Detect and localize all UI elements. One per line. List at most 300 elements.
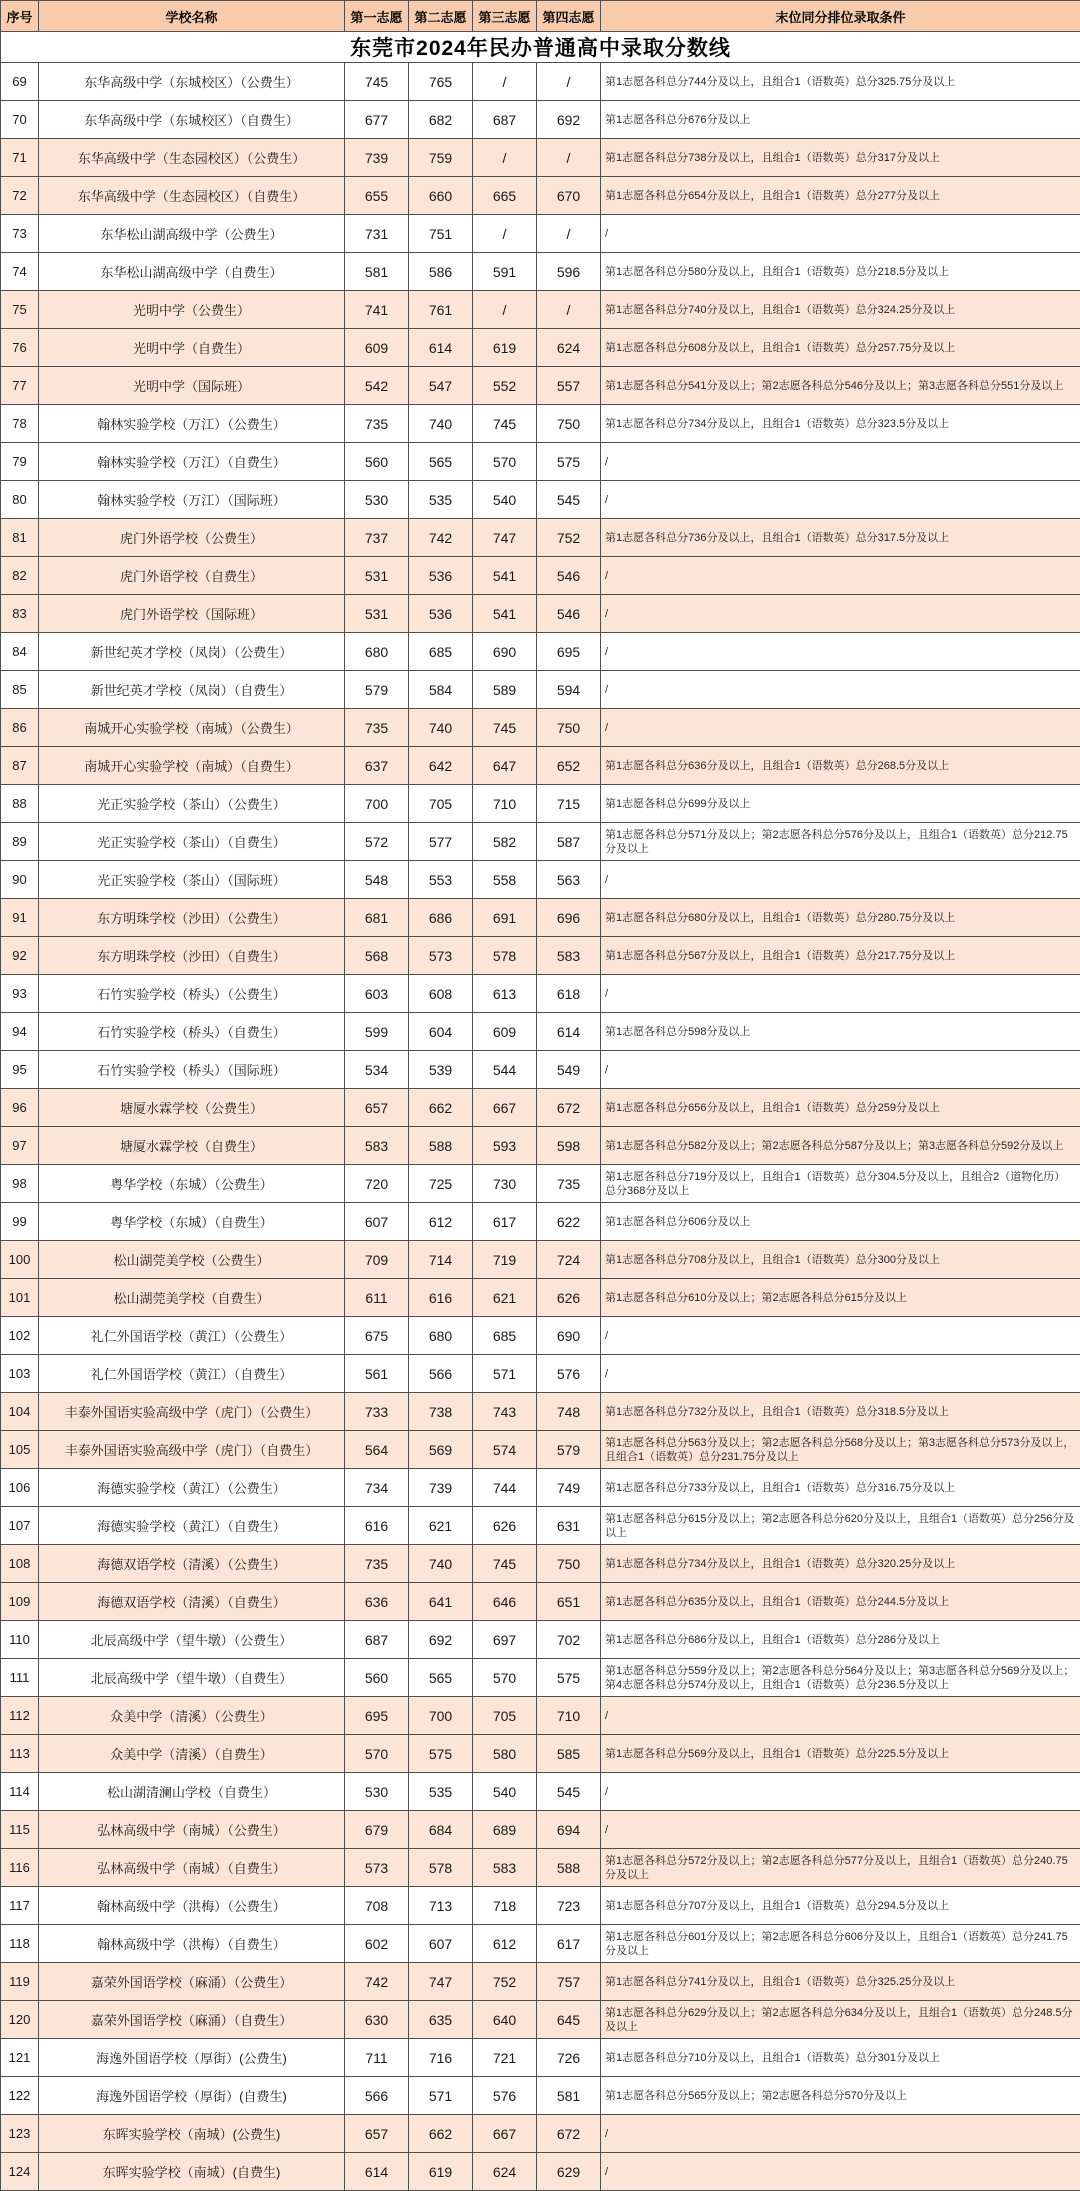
table-row	[1, 557, 1080, 595]
choice1-score-cell: 700	[345, 785, 409, 823]
table-row	[1, 1051, 1080, 1089]
title-row	[1, 32, 1080, 63]
choice2-score-cell: 584	[409, 671, 473, 709]
choice2-score-cell: 607	[409, 1925, 473, 1963]
choice2-score-cell: 553	[409, 861, 473, 899]
choice2-score-cell: 586	[409, 253, 473, 291]
choice2-score-cell: 686	[409, 899, 473, 937]
choice2-score-cell: 578	[409, 1849, 473, 1887]
row-number-cell: 91	[1, 899, 39, 937]
row-number-cell: 78	[1, 405, 39, 443]
choice4-score-cell: 749	[537, 1469, 601, 1507]
table-row	[1, 861, 1080, 899]
table-row	[1, 899, 1080, 937]
school-name-cell: 光正实验学校（茶山）（自费生）	[39, 823, 345, 861]
row-number-cell: 69	[1, 63, 39, 101]
tiebreak-condition-cell: 第1志愿各科总分572分及以上；第2志愿各科总分577分及以上，且组合1（语数英）总分240.75分及以上	[601, 1849, 1080, 1887]
choice3-score-cell: 552	[473, 367, 537, 405]
choice3-score-cell: 690	[473, 633, 537, 671]
choice3-score-cell: 613	[473, 975, 537, 1013]
choice2-score-cell: 751	[409, 215, 473, 253]
school-name-cell: 翰林实验学校（万江）（自费生）	[39, 443, 345, 481]
tiebreak-condition-cell: /	[601, 709, 1080, 747]
tiebreak-condition-cell: 第1志愿各科总分732分及以上，且组合1（语数英）总分318.5分及以上	[601, 1393, 1080, 1431]
choice3-score-cell: 621	[473, 1279, 537, 1317]
table-row	[1, 63, 1080, 101]
choice4-score-cell: 670	[537, 177, 601, 215]
school-name-cell: 海德实验学校（黄江）（公费生）	[39, 1469, 345, 1507]
tiebreak-condition-cell: 第1志愿各科总分654分及以上，且组合1（语数英）总分277分及以上	[601, 177, 1080, 215]
school-name-cell: 松山湖莞美学校（公费生）	[39, 1241, 345, 1279]
choice1-score-cell: 733	[345, 1393, 409, 1431]
choice3-score-cell: 544	[473, 1051, 537, 1089]
table-row	[1, 291, 1080, 329]
school-name-cell: 东华高级中学（东城校区）（公费生）	[39, 63, 345, 101]
tiebreak-condition-cell: 第1志愿各科总分707分及以上，且组合1（语数英）总分294.5分及以上	[601, 1887, 1080, 1925]
choice2-score-cell: 716	[409, 2039, 473, 2077]
choice4-score-cell: 696	[537, 899, 601, 937]
row-number-cell: 111	[1, 1659, 39, 1697]
choice4-score-cell: 588	[537, 1849, 601, 1887]
school-name-cell: 东晖实验学校（南城）(公费生)	[39, 2115, 345, 2153]
row-number-cell: 81	[1, 519, 39, 557]
school-name-cell: 翰林高级中学（洪梅）（公费生）	[39, 1887, 345, 1925]
school-name-cell: 新世纪英才学校（凤岗）（公费生）	[39, 633, 345, 671]
table-row	[1, 1013, 1080, 1051]
choice4-score-cell: 757	[537, 1963, 601, 2001]
choice3-score-cell: 752	[473, 1963, 537, 2001]
tiebreak-condition-cell: 第1志愿各科总分565分及以上；第2志愿各科总分570分及以上	[601, 2077, 1080, 2115]
choice3-score-cell: 730	[473, 1165, 537, 1203]
choice2-score-cell: 705	[409, 785, 473, 823]
table-row	[1, 1735, 1080, 1773]
choice3-score-cell: 745	[473, 405, 537, 443]
tiebreak-condition-cell: 第1志愿各科总分563分及以上；第2志愿各科总分568分及以上；第3志愿各科总分573分及以上，且组合1（语数英）总分231.75分及以上	[601, 1431, 1080, 1469]
choice4-score-cell: 549	[537, 1051, 601, 1089]
choice4-score-cell: /	[537, 215, 601, 253]
tiebreak-condition-cell: /	[601, 861, 1080, 899]
choice2-score-cell: 536	[409, 557, 473, 595]
choice3-score-cell: 705	[473, 1697, 537, 1735]
table-row	[1, 975, 1080, 1013]
tiebreak-condition-cell: 第1志愿各科总分580分及以上，且组合1（语数英）总分218.5分及以上	[601, 253, 1080, 291]
school-name-cell: 粤华学校（东城）（公费生）	[39, 1165, 345, 1203]
school-name-cell: 海德双语学校（清溪）（自费生）	[39, 1583, 345, 1621]
choice2-score-cell: 680	[409, 1317, 473, 1355]
table-row	[1, 747, 1080, 785]
choice3-score-cell: 612	[473, 1925, 537, 1963]
choice1-score-cell: 745	[345, 63, 409, 101]
choice4-score-cell: 545	[537, 1773, 601, 1811]
choice1-score-cell: 636	[345, 1583, 409, 1621]
choice4-score-cell: 585	[537, 1735, 601, 1773]
choice4-score-cell: 723	[537, 1887, 601, 1925]
choice1-score-cell: 572	[345, 823, 409, 861]
choice4-score-cell: 645	[537, 2001, 601, 2039]
row-number-cell: 73	[1, 215, 39, 253]
choice2-score-cell: 761	[409, 291, 473, 329]
choice4-score-cell: 622	[537, 1203, 601, 1241]
school-name-cell: 嘉荣外国语学校（麻涌）（自费生）	[39, 2001, 345, 2039]
choice4-score-cell: 726	[537, 2039, 601, 2077]
choice2-score-cell: 614	[409, 329, 473, 367]
row-number-cell: 96	[1, 1089, 39, 1127]
row-number-cell: 71	[1, 139, 39, 177]
table-row	[1, 215, 1080, 253]
choice2-score-cell: 621	[409, 1507, 473, 1545]
choice2-score-cell: 765	[409, 63, 473, 101]
school-name-cell: 光明中学（自费生）	[39, 329, 345, 367]
table-row	[1, 1279, 1080, 1317]
choice1-score-cell: 530	[345, 481, 409, 519]
table-row	[1, 1697, 1080, 1735]
choice3-score-cell: 745	[473, 1545, 537, 1583]
tiebreak-condition-cell: 第1志愿各科总分738分及以上，且组合1（语数英）总分317分及以上	[601, 139, 1080, 177]
school-name-cell: 众美中学（清溪）（公费生）	[39, 1697, 345, 1735]
row-number-cell: 85	[1, 671, 39, 709]
tiebreak-condition-cell: 第1志愿各科总分733分及以上，且组合1（语数英）总分316.75分及以上	[601, 1469, 1080, 1507]
school-name-cell: 松山湖莞美学校（自费生）	[39, 1279, 345, 1317]
choice3-score-cell: 617	[473, 1203, 537, 1241]
header-second-choice: 第二志愿	[409, 1, 473, 32]
choice2-score-cell: 539	[409, 1051, 473, 1089]
row-number-cell: 76	[1, 329, 39, 367]
choice1-score-cell: 687	[345, 1621, 409, 1659]
choice3-score-cell: 687	[473, 101, 537, 139]
table-row	[1, 2001, 1080, 2039]
choice2-score-cell: 692	[409, 1621, 473, 1659]
choice3-score-cell: 691	[473, 899, 537, 937]
row-number-cell: 119	[1, 1963, 39, 2001]
school-name-cell: 虎门外语学校（自费生）	[39, 557, 345, 595]
row-number-cell: 100	[1, 1241, 39, 1279]
choice2-score-cell: 608	[409, 975, 473, 1013]
row-number-cell: 77	[1, 367, 39, 405]
choice2-score-cell: 682	[409, 101, 473, 139]
choice1-score-cell: 609	[345, 329, 409, 367]
row-number-cell: 123	[1, 2115, 39, 2153]
choice1-score-cell: 579	[345, 671, 409, 709]
row-number-cell: 115	[1, 1811, 39, 1849]
choice3-score-cell: 583	[473, 1849, 537, 1887]
row-number-cell: 84	[1, 633, 39, 671]
tiebreak-condition-cell: 第1志愿各科总分601分及以上；第2志愿各科总分606分及以上，且组合1（语数英）总分241.75分及以上	[601, 1925, 1080, 1963]
choice3-score-cell: 667	[473, 1089, 537, 1127]
table-row	[1, 2039, 1080, 2077]
tiebreak-condition-cell: 第1志愿各科总分699分及以上	[601, 785, 1080, 823]
row-number-cell: 93	[1, 975, 39, 1013]
school-name-cell: 东华松山湖高级中学（自费生）	[39, 253, 345, 291]
choice2-score-cell: 569	[409, 1431, 473, 1469]
row-number-cell: 116	[1, 1849, 39, 1887]
choice3-score-cell: 582	[473, 823, 537, 861]
row-number-cell: 109	[1, 1583, 39, 1621]
choice4-score-cell: 546	[537, 557, 601, 595]
choice3-score-cell: 591	[473, 253, 537, 291]
choice1-score-cell: 611	[345, 1279, 409, 1317]
choice3-score-cell: 570	[473, 443, 537, 481]
table-row	[1, 1317, 1080, 1355]
tiebreak-condition-cell: 第1志愿各科总分608分及以上，且组合1（语数英）总分257.75分及以上	[601, 329, 1080, 367]
row-number-cell: 107	[1, 1507, 39, 1545]
choice3-score-cell: 578	[473, 937, 537, 975]
choice4-score-cell: 557	[537, 367, 601, 405]
row-number-cell: 88	[1, 785, 39, 823]
row-number-cell: 114	[1, 1773, 39, 1811]
table-row	[1, 2153, 1080, 2191]
tiebreak-condition-cell: 第1志愿各科总分615分及以上；第2志愿各科总分620分及以上，且组合1（语数英）总分256分及以上	[601, 1507, 1080, 1545]
choice3-score-cell: 540	[473, 1773, 537, 1811]
school-name-cell: 虎门外语学校（公费生）	[39, 519, 345, 557]
school-name-cell: 塘厦水霖学校（自费生）	[39, 1127, 345, 1165]
choice3-score-cell: 667	[473, 2115, 537, 2153]
choice2-score-cell: 642	[409, 747, 473, 785]
choice1-score-cell: 739	[345, 139, 409, 177]
row-number-cell: 98	[1, 1165, 39, 1203]
choice1-score-cell: 742	[345, 1963, 409, 2001]
choice2-score-cell: 739	[409, 1469, 473, 1507]
choice2-score-cell: 535	[409, 1773, 473, 1811]
school-name-cell: 石竹实验学校（桥头）（国际班）	[39, 1051, 345, 1089]
choice2-score-cell: 588	[409, 1127, 473, 1165]
row-number-cell: 103	[1, 1355, 39, 1393]
row-number-cell: 94	[1, 1013, 39, 1051]
choice4-score-cell: 587	[537, 823, 601, 861]
choice3-score-cell: 626	[473, 1507, 537, 1545]
choice1-score-cell: 566	[345, 2077, 409, 2115]
choice1-score-cell: 657	[345, 2115, 409, 2153]
table-row	[1, 1621, 1080, 1659]
table-row	[1, 253, 1080, 291]
school-name-cell: 翰林高级中学（洪梅）（自费生）	[39, 1925, 345, 1963]
choice4-score-cell: 715	[537, 785, 601, 823]
row-number-cell: 102	[1, 1317, 39, 1355]
table-row	[1, 443, 1080, 481]
choice3-score-cell: 576	[473, 2077, 537, 2115]
row-number-cell: 101	[1, 1279, 39, 1317]
table-row	[1, 671, 1080, 709]
row-number-cell: 113	[1, 1735, 39, 1773]
table-body	[1, 63, 1080, 2191]
choice2-score-cell: 725	[409, 1165, 473, 1203]
school-name-cell: 光正实验学校（茶山）（公费生）	[39, 785, 345, 823]
header-serial-number: 序号	[1, 1, 39, 32]
choice4-score-cell: 692	[537, 101, 601, 139]
school-name-cell: 礼仁外国语学校（黄江）（公费生）	[39, 1317, 345, 1355]
choice3-score-cell: 619	[473, 329, 537, 367]
choice2-score-cell: 547	[409, 367, 473, 405]
row-number-cell: 79	[1, 443, 39, 481]
choice1-score-cell: 735	[345, 1545, 409, 1583]
choice2-score-cell: 685	[409, 633, 473, 671]
choice4-score-cell: 545	[537, 481, 601, 519]
row-number-cell: 121	[1, 2039, 39, 2077]
choice4-score-cell: /	[537, 63, 601, 101]
row-number-cell: 75	[1, 291, 39, 329]
choice3-score-cell: 580	[473, 1735, 537, 1773]
choice1-score-cell: 573	[345, 1849, 409, 1887]
choice2-score-cell: 662	[409, 1089, 473, 1127]
choice3-score-cell: 647	[473, 747, 537, 785]
choice4-score-cell: 598	[537, 1127, 601, 1165]
row-number-cell: 117	[1, 1887, 39, 1925]
tiebreak-condition-cell: 第1志愿各科总分606分及以上	[601, 1203, 1080, 1241]
school-name-cell: 虎门外语学校（国际班）	[39, 595, 345, 633]
choice4-score-cell: 629	[537, 2153, 601, 2191]
choice1-score-cell: 616	[345, 1507, 409, 1545]
school-name-cell: 北辰高级中学（望牛墩）（自费生）	[39, 1659, 345, 1697]
row-number-cell: 124	[1, 2153, 39, 2191]
choice1-score-cell: 531	[345, 557, 409, 595]
table-row	[1, 823, 1080, 861]
choice3-score-cell: 541	[473, 595, 537, 633]
choice4-score-cell: 596	[537, 253, 601, 291]
tiebreak-condition-cell: 第1志愿各科总分734分及以上，且组合1（语数英）总分320.25分及以上	[601, 1545, 1080, 1583]
school-name-cell: 东华松山湖高级中学（公费生）	[39, 215, 345, 253]
row-number-cell: 72	[1, 177, 39, 215]
table-row	[1, 709, 1080, 747]
row-number-cell: 97	[1, 1127, 39, 1165]
table-row	[1, 633, 1080, 671]
choice4-score-cell: 750	[537, 405, 601, 443]
table-row	[1, 1203, 1080, 1241]
choice1-score-cell: 534	[345, 1051, 409, 1089]
table-row	[1, 1811, 1080, 1849]
tiebreak-condition-cell: 第1志愿各科总分736分及以上，且组合1（语数英）总分317.5分及以上	[601, 519, 1080, 557]
choice1-score-cell: 709	[345, 1241, 409, 1279]
choice4-score-cell: 694	[537, 1811, 601, 1849]
tiebreak-condition-cell: /	[601, 1811, 1080, 1849]
choice2-score-cell: 566	[409, 1355, 473, 1393]
tiebreak-condition-cell: 第1志愿各科总分686分及以上，且组合1（语数英）总分286分及以上	[601, 1621, 1080, 1659]
school-name-cell: 南城开心实验学校（南城）（自费生）	[39, 747, 345, 785]
row-number-cell: 95	[1, 1051, 39, 1089]
school-name-cell: 粤华学校（东城）（自费生）	[39, 1203, 345, 1241]
tiebreak-condition-cell: 第1志愿各科总分610分及以上；第2志愿各科总分615分及以上	[601, 1279, 1080, 1317]
tiebreak-condition-cell: /	[601, 633, 1080, 671]
school-name-cell: 丰泰外国语实验高级中学（虎门）（公费生）	[39, 1393, 345, 1431]
tiebreak-condition-cell: 第1志愿各科总分598分及以上	[601, 1013, 1080, 1051]
table-row	[1, 2077, 1080, 2115]
choice3-score-cell: 685	[473, 1317, 537, 1355]
choice1-score-cell: 564	[345, 1431, 409, 1469]
tiebreak-condition-cell: /	[601, 1697, 1080, 1735]
school-name-cell: 光正实验学校（茶山）（国际班）	[39, 861, 345, 899]
choice4-score-cell: 576	[537, 1355, 601, 1393]
tiebreak-condition-cell: 第1志愿各科总分569分及以上，且组合1（语数英）总分225.5分及以上	[601, 1735, 1080, 1773]
tiebreak-condition-cell: /	[601, 2115, 1080, 2153]
row-number-cell: 86	[1, 709, 39, 747]
tiebreak-condition-cell: /	[601, 1051, 1080, 1089]
choice4-score-cell: 695	[537, 633, 601, 671]
choice1-score-cell: 603	[345, 975, 409, 1013]
table-row	[1, 405, 1080, 443]
choice4-score-cell: 631	[537, 1507, 601, 1545]
choice2-score-cell: 565	[409, 1659, 473, 1697]
choice1-score-cell: 655	[345, 177, 409, 215]
choice1-score-cell: 530	[345, 1773, 409, 1811]
choice1-score-cell: 607	[345, 1203, 409, 1241]
tiebreak-condition-cell: 第1志愿各科总分710分及以上，且组合1（语数英）总分301分及以上	[601, 2039, 1080, 2077]
choice4-score-cell: 594	[537, 671, 601, 709]
school-name-cell: 海德双语学校（清溪）（公费生）	[39, 1545, 345, 1583]
choice4-score-cell: 724	[537, 1241, 601, 1279]
choice1-score-cell: 581	[345, 253, 409, 291]
choice1-score-cell: 542	[345, 367, 409, 405]
choice4-score-cell: 579	[537, 1431, 601, 1469]
choice1-score-cell: 599	[345, 1013, 409, 1051]
table-row	[1, 1469, 1080, 1507]
school-name-cell: 东华高级中学（东城校区）（自费生）	[39, 101, 345, 139]
tiebreak-condition-cell: 第1志愿各科总分559分及以上；第2志愿各科总分564分及以上；第3志愿各科总分569分及以上；第4志愿各科总分574分及以上，且组合1（语数英）总分236.5分及以上	[601, 1659, 1080, 1697]
tiebreak-condition-cell: 第1志愿各科总分541分及以上；第2志愿各科总分546分及以上；第3志愿各科总分551分及以上	[601, 367, 1080, 405]
row-number-cell: 108	[1, 1545, 39, 1583]
choice2-score-cell: 660	[409, 177, 473, 215]
choice1-score-cell: 711	[345, 2039, 409, 2077]
table-row	[1, 1241, 1080, 1279]
row-number-cell: 110	[1, 1621, 39, 1659]
choice4-score-cell: 710	[537, 1697, 601, 1735]
school-name-cell: 石竹实验学校（桥头）（公费生）	[39, 975, 345, 1013]
choice1-score-cell: 560	[345, 1659, 409, 1697]
choice1-score-cell: 741	[345, 291, 409, 329]
table-row	[1, 1583, 1080, 1621]
choice2-score-cell: 641	[409, 1583, 473, 1621]
choice2-score-cell: 684	[409, 1811, 473, 1849]
choice4-score-cell: 575	[537, 1659, 601, 1697]
school-name-cell: 嘉荣外国语学校（麻涌）（公费生）	[39, 1963, 345, 2001]
choice2-score-cell: 619	[409, 2153, 473, 2191]
choice2-score-cell: 565	[409, 443, 473, 481]
header-fourth-choice: 第四志愿	[537, 1, 601, 32]
table-row	[1, 1925, 1080, 1963]
choice1-score-cell: 734	[345, 1469, 409, 1507]
table-row	[1, 101, 1080, 139]
choice1-score-cell: 561	[345, 1355, 409, 1393]
tiebreak-condition-cell: 第1志愿各科总分676分及以上	[601, 101, 1080, 139]
choice2-score-cell: 740	[409, 709, 473, 747]
header-school-name: 学校名称	[39, 1, 345, 32]
tiebreak-condition-cell: 第1志愿各科总分636分及以上，且组合1（语数英）总分268.5分及以上	[601, 747, 1080, 785]
choice3-score-cell: 721	[473, 2039, 537, 2077]
school-name-cell: 东方明珠学校（沙田）（公费生）	[39, 899, 345, 937]
choice3-score-cell: /	[473, 215, 537, 253]
school-name-cell: 石竹实验学校（桥头）（自费生）	[39, 1013, 345, 1051]
choice2-score-cell: 714	[409, 1241, 473, 1279]
tiebreak-condition-cell: 第1志愿各科总分656分及以上，且组合1（语数英）总分259分及以上	[601, 1089, 1080, 1127]
tiebreak-condition-cell: /	[601, 1773, 1080, 1811]
choice2-score-cell: 616	[409, 1279, 473, 1317]
choice1-score-cell: 583	[345, 1127, 409, 1165]
tiebreak-condition-cell: 第1志愿各科总分719分及以上，且组合1（语数英）总分304.5分及以上，且组合2（道物化历）总分368分及以上	[601, 1165, 1080, 1203]
school-name-cell: 丰泰外国语实验高级中学（虎门）（自费生）	[39, 1431, 345, 1469]
choice4-score-cell: /	[537, 139, 601, 177]
tiebreak-condition-cell: 第1志愿各科总分734分及以上，且组合1（语数英）总分323.5分及以上	[601, 405, 1080, 443]
row-number-cell: 83	[1, 595, 39, 633]
choice2-score-cell: 662	[409, 2115, 473, 2153]
row-number-cell: 87	[1, 747, 39, 785]
school-name-cell: 东华高级中学（生态园校区）（自费生）	[39, 177, 345, 215]
table-header	[1, 1, 1080, 32]
school-name-cell: 北辰高级中学（望牛墩）（公费生）	[39, 1621, 345, 1659]
choice1-score-cell: 657	[345, 1089, 409, 1127]
table-row	[1, 1431, 1080, 1469]
row-number-cell: 112	[1, 1697, 39, 1735]
choice1-score-cell: 602	[345, 1925, 409, 1963]
table-row	[1, 367, 1080, 405]
choice3-score-cell: /	[473, 63, 537, 101]
choice4-score-cell: 750	[537, 709, 601, 747]
